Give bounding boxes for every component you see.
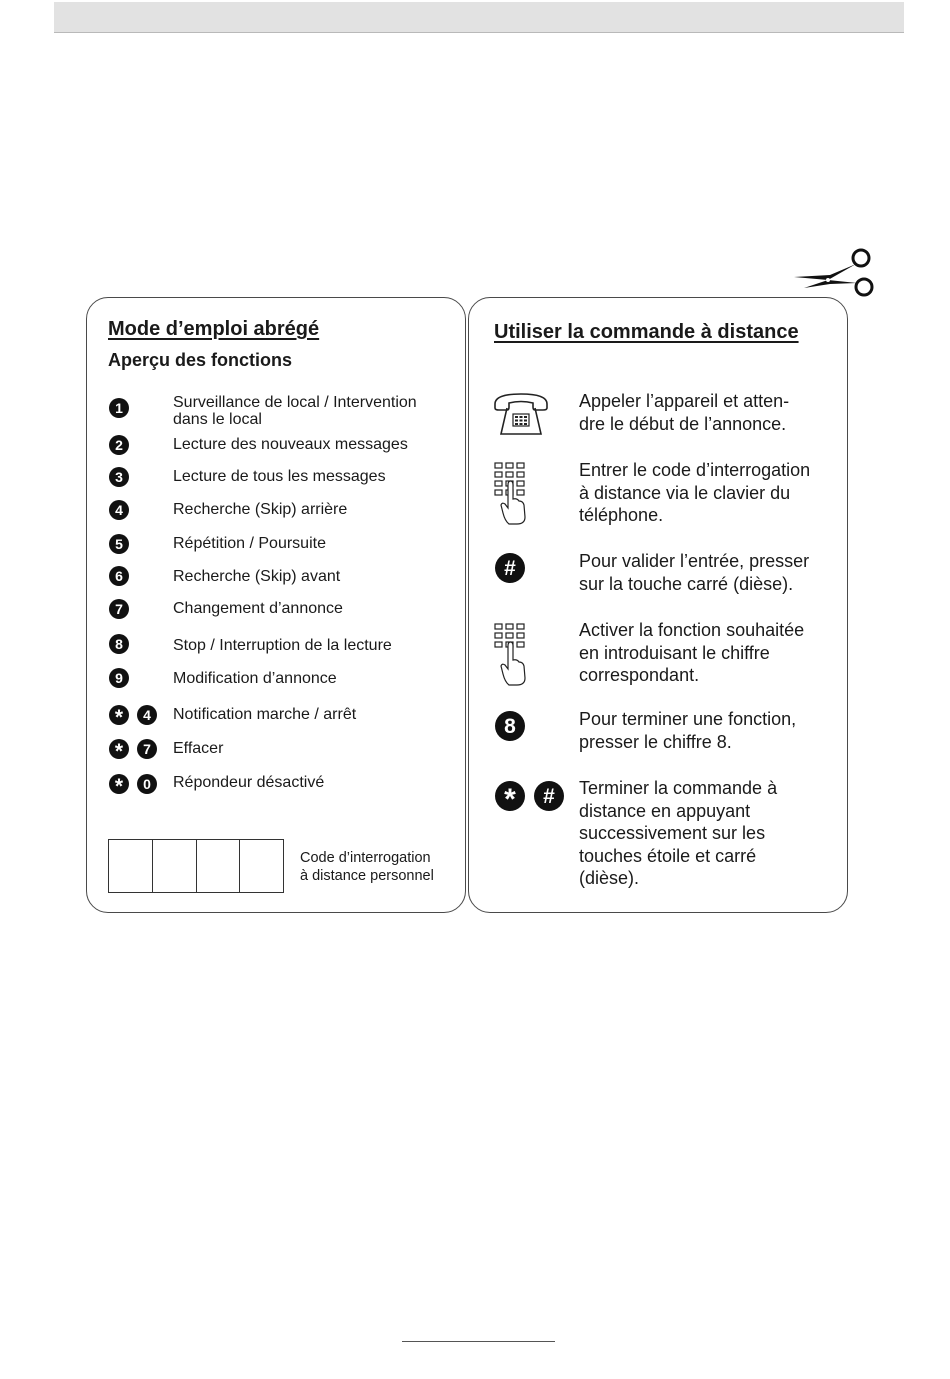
key-badge: 2 [109,435,129,455]
key-badge: 7 [109,599,129,619]
star-key-badge: * [109,774,129,794]
function-label: Effacer [173,740,224,757]
footer-rule [402,1341,555,1342]
step-text-line: à distance via le clavier du [579,482,791,503]
remote-control-title: Utiliser la commande à distance [494,321,799,343]
keypad-finger-icon [493,461,531,527]
key-badge: 8 [109,634,129,654]
function-label-line: Surveillance de local / Intervention [173,394,417,411]
step-text-line: Entrer le code d’interrogation [579,460,811,480]
step-text-line: Appeler l’appareil et atten- [579,391,790,411]
step-text-line: en introduisant le chiffre [579,642,770,663]
keypad-finger-icon [493,622,531,688]
star-key-badge: * [109,705,129,725]
hash-key-icon: # [534,781,564,811]
step-text-line: Terminer la commande à [579,778,778,798]
key-badge: 3 [109,467,129,487]
personal-code-box [108,839,284,893]
function-label: Recherche (Skip) avant [173,568,341,585]
step-text-line: sur la touche carré (dièse). [579,573,794,594]
step-text-line: touches étoile et carré [579,845,757,866]
eight-key-icon: 8 [495,711,525,741]
function-label: Lecture des nouveaux messages [173,436,408,453]
key-badge: 4 [137,705,157,725]
code-caption: Code d’interrogation [300,850,431,866]
function-label: Répétition / Poursuite [173,535,326,552]
step-text [579,390,789,435]
key-badge: 6 [109,566,129,586]
hash-key-icon: # [495,553,525,583]
function-label: Recherche (Skip) arrière [173,501,348,518]
step-text [579,708,796,753]
function-label: Lecture de tous les messages [173,468,386,485]
key-badge: 4 [109,500,129,520]
code-caption: à distance personnel [300,868,434,884]
key-badge: 0 [137,774,157,794]
telephone-icon [491,390,551,438]
step-text-line: distance en appuyant [579,800,751,821]
function-label: Changement d’annonce [173,600,343,617]
key-badge: 9 [109,668,129,688]
key-badge: 1 [109,398,129,418]
function-label: Répondeur désactivé [173,774,325,791]
step-text [579,777,777,890]
step-text-line: téléphone. [579,505,664,525]
step-text-line: successivement sur les [579,823,766,843]
key-badge: 5 [109,534,129,554]
code-digit-cell [109,840,153,892]
function-label: Stop / Interruption de la lecture [173,637,392,654]
code-digit-cell [153,840,197,892]
function-label [173,394,417,428]
function-label: Modification d’annonce [173,670,337,687]
star-key-icon: * [495,781,525,811]
key-badge: 7 [137,739,157,759]
step-text [579,550,809,595]
code-digit-cell [197,840,241,892]
step-text [579,619,804,687]
quick-guide-title: Mode d’emploi abrégé [108,318,320,340]
function-label-line: dans le local [173,411,262,428]
step-text [579,459,810,527]
step-text-line: presser le chiffre 8. [579,731,732,752]
function-label: Notification marche / arrêt [173,706,357,723]
step-text-line: Activer la fonction souhaitée [579,620,805,640]
scissors-icon [790,247,876,299]
page-header-bar [54,2,904,33]
code-digit-cell [240,840,283,892]
step-text-line: Pour terminer une fonction, [579,709,797,729]
functions-subtitle: Aperçu des fonctions [108,350,293,370]
star-key-badge: * [109,739,129,759]
step-text-line: Pour valider l’entrée, presser [579,551,810,571]
step-text-line: dre le début de l’annonce. [579,413,787,434]
step-text-line: (dièse). [579,868,640,888]
step-text-line: correspondant. [579,665,700,685]
